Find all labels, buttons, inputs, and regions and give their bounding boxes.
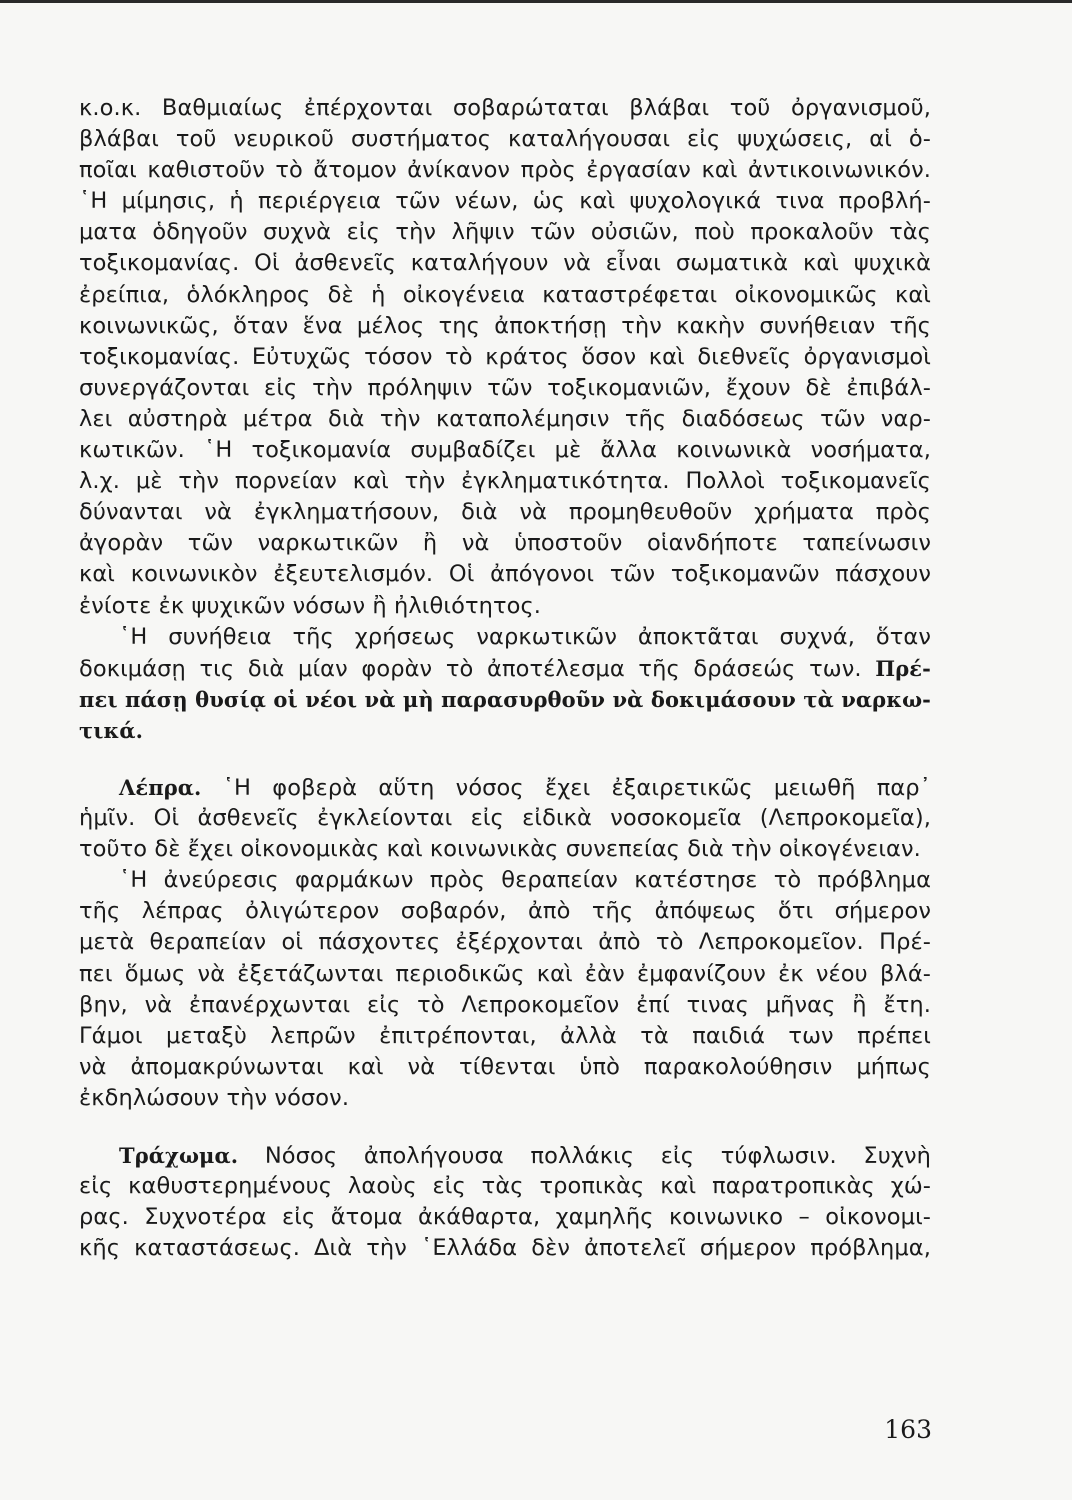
top-border-rule: [0, 0, 1072, 3]
text-line: κωτικῶν. ῾Η τοξικομανία συμβαδίζει μὲ ἄλλα κοινωνικὰ νοσήματα,: [79, 437, 931, 464]
text-line: κοινωνικῶς, ὅταν ἕνα μέλος της ἀποκτήσῃ τὴν κακὴν συνήθειαν τῆς: [79, 312, 931, 339]
text-line: τοξικομανίας. Οἱ ἀσθενεῖς καταλήγουν νὰ εἶναι σωματικὰ καὶ ψυχικὰ: [79, 250, 931, 277]
text-line: καὶ κοινωνικὸν ἐξευτελισμόν. Οἱ ἀπόγονοι τῶν τοξικομανῶν πάσχουν: [79, 561, 931, 588]
text-line: ποῖαι καθιστοῦν τὸ ἄτομον ἀνίκανον πρὸς ἐργασίαν καὶ ἀντικοινωνικόν.: [79, 157, 931, 184]
text-line: κῆς καταστάσεως. Διὰ τὴν ῾Ελλάδα δὲν ἀποτελεῖ σήμερον πρόβλημα,: [79, 1235, 931, 1262]
text-line: τοξικομανίας. Εὐτυχῶς τόσον τὸ κράτος ὅσον καὶ διεθνεῖς ὀργανισμοὶ: [79, 343, 931, 370]
text-line: ῾Η μίμησις, ἡ περιέργεια τῶν νέων, ὡς καὶ ψυχολογικά τινα προβλή-: [79, 188, 931, 215]
section-heading-trachoma: Τράχωμα.: [119, 1143, 239, 1168]
text-line: κ.ο.κ. Βαθμιαίως ἐπέρχονται σοβαρώταται βλάβαι τοῦ ὀργανισμοῦ,: [79, 95, 931, 121]
text-line: Γάμοι μεταξὺ λεπρῶν ἐπιτρέπονται, ἀλλὰ τὰ παιδιά των πρέπει: [79, 1022, 931, 1049]
text-line: ρας. Συχνοτέρα εἰς ἄτομα ἀκάθαρτα, χαμηλῆς κοινωνικο – οἰκονομι-: [79, 1204, 931, 1231]
text-line: δύνανται νὰ ἐγκληματήσουν, διὰ νὰ προμηθευθοῦν χρήματα πρὸς: [79, 499, 931, 526]
text-line: ἀγορὰν τῶν ναρκωτικῶν ἢ νὰ ὑποστοῦν οἱανδήποτε ταπείνωσιν: [79, 530, 931, 557]
text-line: ῾Η συνήθεια τῆς χρήσεως ναρκωτικῶν ἀποκτᾶται συχνά, ὅταν: [119, 623, 931, 650]
text-run: δοκιμάσῃ τις διὰ μίαν φορὰν τὸ ἀποτέλεσμα τῆς δράσεώς των.: [79, 655, 862, 682]
text-line: ἡμῖν. Οἱ ἀσθενεῖς ἐγκλείονται εἰς εἰδικὰ νοσοκομεῖα (Λεπροκομεῖα),: [79, 805, 931, 832]
paragraph-gap: [79, 1114, 931, 1140]
text-line: [79, 1140, 931, 1171]
text-line: ἐνίοτε ἐκ ψυχικῶν νόσων ἢ ἠλιθιότητος.: [79, 592, 542, 619]
text-line: ῾Η ἀνεύρεσις φαρμάκων πρὸς θεραπείαν κατέστησε τὸ πρόβλημα: [119, 867, 931, 894]
bold-text-run: Πρέ-: [875, 655, 931, 681]
text-line: τοῦτο δὲ ἔχει οἰκονομικὰς καὶ κοινωνικὰς συνεπείας διὰ τὴν οἰκογένειαν.: [79, 836, 921, 863]
section-heading-lepra: Λέπρα.: [119, 774, 202, 800]
text-line: ματα ὁδηγοῦν συχνὰ εἰς τὴν λῆψιν τῶν οὐσιῶν, ποὺ προκαλοῦν τὰς: [79, 219, 931, 246]
text-line: βλάβαι τοῦ νευρικοῦ συστήματος καταλήγουσαι εἰς ψυχώσεις, αἱ ὁ-: [79, 126, 931, 153]
page-number: 163: [884, 1415, 932, 1444]
text-line: [79, 684, 931, 715]
page-body-text: [79, 93, 931, 1264]
text-line: λ.χ. μὲ τὴν πορνείαν καὶ τὴν ἐγκληματικότητα. Πολλοὶ τοξικομανεῖς: [79, 468, 931, 495]
text-line: συνεργάζονται εἰς τὴν πρόληψιν τῶν τοξικομανιῶν, ἔχουν δὲ ἐπιβάλ-: [79, 374, 931, 401]
text-line: [79, 772, 931, 803]
text-line: ἐρείπια, ὁλόκληρος δὲ ἡ οἰκογένεια καταστρέφεται οἰκονομικῶς καὶ: [79, 281, 931, 308]
text-line: [79, 715, 931, 746]
text-line: εἰς καθυστερημένους λαοὺς εἰς τὰς τροπικὰς καὶ παρατροπικὰς χώ-: [79, 1173, 931, 1200]
text-line: ἐκδηλώσουν τὴν νόσον.: [79, 1084, 350, 1111]
text-line: νὰ ἀπομακρύνωνται καὶ νὰ τίθενται ὑπὸ παρακολούθησιν μήπως: [79, 1053, 931, 1080]
text-run: Νόσος ἀπολήγουσα πολλάκις εἰς τύφλωσιν. Συχνὴ: [238, 1143, 931, 1169]
text-line: βην, νὰ ἐπανέρχωνται εἰς τὸ Λεπροκομεῖον ἐπί τινας μῆνας ἢ ἔτη.: [79, 991, 931, 1018]
bold-text-run: πει πάσῃ θυσίᾳ οἱ νέοι νὰ μὴ παρασυρθοῦν νὰ δοκιμάσουν τὰ ναρκω-: [79, 686, 931, 712]
text-line: [79, 653, 931, 684]
text-line: μετὰ θεραπείαν οἱ πάσχοντες ἐξέρχονται ἀπὸ τὸ Λεπροκομεῖον. Πρέ-: [79, 929, 931, 956]
text-line: λει αὐστηρὰ μέτρα διὰ τὴν καταπολέμησιν τῆς διαδόσεως τῶν ναρ-: [79, 405, 931, 432]
text-line: τῆς λέπρας ὀλιγώτερον σοβαρόν, ἀπὸ τῆς ἀπόψεως ὅτι σήμερον: [79, 898, 931, 925]
text-run: ῾Η φοβερὰ αὕτη νόσος ἔχει ἐξαιρετικῶς μειωθῆ παρ᾽: [201, 774, 931, 801]
text-line: πει ὅμως νὰ ἐξετάζωνται περιοδικῶς καὶ ἐὰν ἐμφανίζουν ἐκ νέου βλά-: [79, 960, 931, 987]
paragraph-gap: [79, 746, 931, 772]
bold-text-run: τικά.: [79, 717, 144, 743]
